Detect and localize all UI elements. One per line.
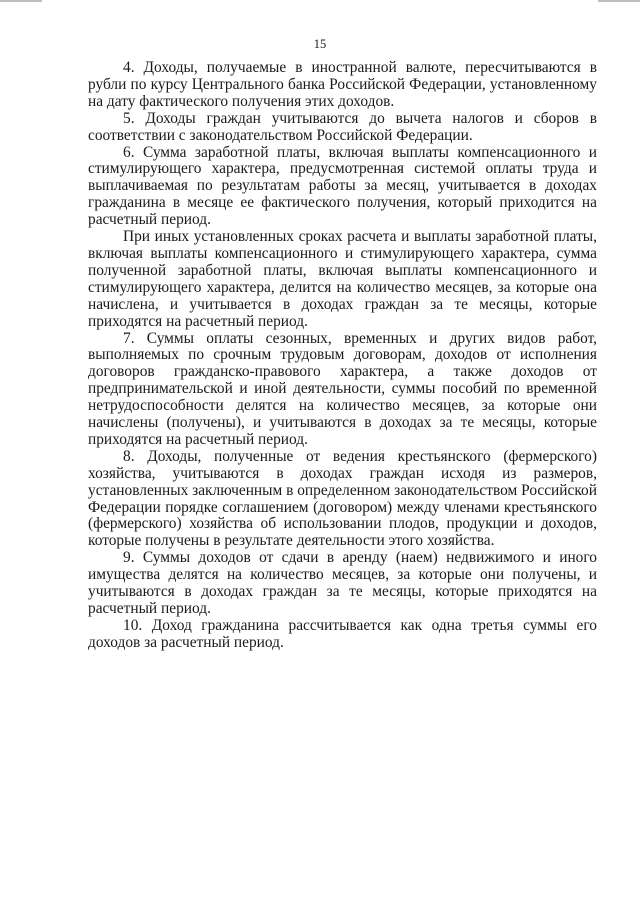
paragraph-item-10: 10. Доход гражданина рассчитывается как одна третья суммы его доходов за расчетный период. [88,616,597,651]
page-number: 15 [313,37,327,51]
scan-edge-mark-right [598,0,640,2]
paragraph-item-9: 9. Суммы доходов от сдачи в аренду (наем) недвижимого и иного имущества делятся на количество месяцев, за которые они получены, и учитываются в доходах граждан за те месяцы, которые приходятся на расчетный период. [88,549,597,617]
paragraph-item-7: 7. Суммы оплаты сезонных, временных и других видов работ, выполняемых по срочным трудовым договорам, доходов от исполнения договоров гражданско-правового характера, а также доходов от предпринимательской и иной деятельности, суммы пособий по временной нетрудоспособности делятся на количество месяцев, за которые они начислены (получены), и учитываются в доходах за те месяцы, которые приходятся на расчетный период. [88,329,597,448]
paragraph-item-5: 5. Доходы граждан учитываются до вычета налогов и сборов в соответствии с законодательством Российской Федерации. [88,109,597,144]
paragraph-item-8: 8. Доходы, полученные от ведения крестьянского (фермерского) хозяйства, учитываются в доходах граждан исходя из размеров, установленных заключенным в определенном законодательством Российской Федерации порядке соглашением (договором) между членами крестьянского (фермерского) хозяйства об использовании плодов, продукции и доходов, которые получены в результате деятельности этого хозяйства. [88,447,597,550]
paragraph-item-6: 6. Сумма заработной платы, включая выплаты компенсационного и стимулирующего характера, предусмотренная системой оплаты труда и выплачиваемая по результатам работы за месяц, учитывается в доходах гражданина в месяце ее фактического получения, который приходится на расчетный период. [88,143,597,229]
scan-edge-mark-left [0,0,42,2]
paragraph-item-4: 4. Доходы, получаемые в иностранной валюте, пересчитываются в рубли по курсу Центрального банка Российской Федерации, установленному на дату фактического получения этих доходов. [88,59,597,110]
document-body [88,60,597,652]
paragraph-item-6-continuation: При иных установленных сроках расчета и выплаты заработной платы, включая выплаты компенсационного и стимулирующего характера, сумма полученной заработной платы, включая выплаты компенсационного и стимулирующего характера, делится на количество месяцев, за которые она начислена, и учитывается в доходах граждан за те месяцы, которые приходятся на расчетный период. [88,228,597,330]
